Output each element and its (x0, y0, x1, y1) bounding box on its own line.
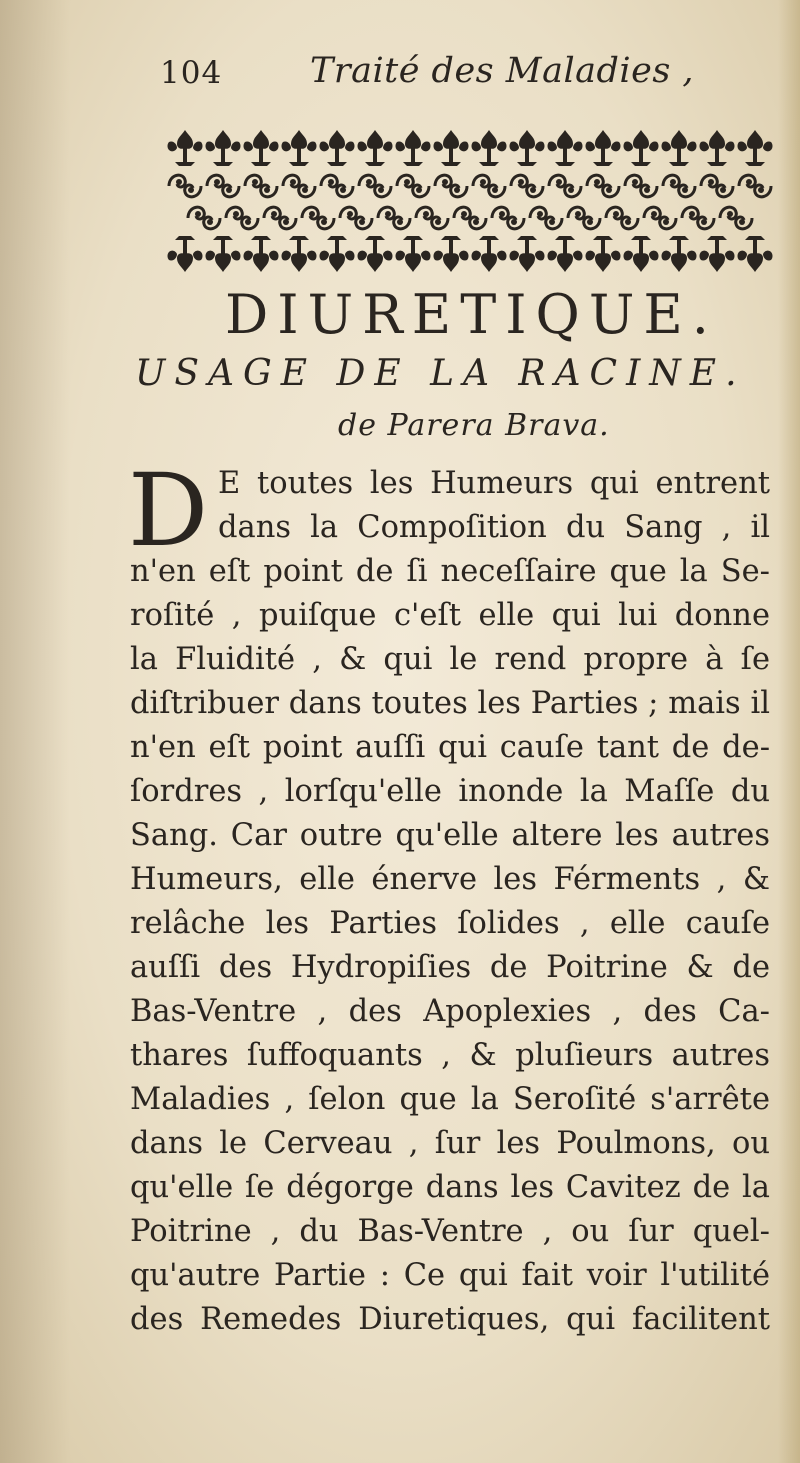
page-number: 104 (160, 55, 223, 91)
text-line: ſordres , lorſqu'elle inonde la Maſſe du (130, 774, 770, 809)
gutter-shadow (0, 0, 70, 1463)
text-line: auſſi des Hydropiſies de Poitrine & de (130, 950, 770, 985)
text-line: la Fluidité , & qui le rend propre à ſe (130, 642, 770, 677)
text-line: thares ſuffoquants , & pluſieurs autres (130, 1038, 770, 1073)
text-line: qu'elle ſe dégorge dans les Cavitez de la (130, 1170, 770, 1205)
text-line: n'en eſt point de ſi neceſſaire que la Se- (130, 554, 770, 589)
text-line: Sang. Car outre qu'elle altere les autres (130, 818, 770, 853)
text-line: Bas-Ventre , des Apoplexies , des Ca- (130, 994, 770, 1029)
section-title: DIURETIQUE. (225, 283, 718, 346)
section-subtitle: USAGE DE LA RACINE. (135, 353, 746, 394)
drop-cap: D (128, 452, 209, 569)
text-line: dans le Cerveau , ſur les Poulmons, ou (130, 1126, 770, 1161)
running-head: Traité des Maladies , (310, 51, 695, 91)
page-header (160, 51, 720, 105)
text-line: Humeurs, elle énerve les Férments , & (130, 862, 770, 897)
fleuron-band-icon (165, 128, 775, 276)
text-line: diſtribuer dans toutes les Parties ; mais il (130, 686, 770, 721)
text-line: Poitrine , du Bas-Ventre , ou ſur quel- (130, 1214, 770, 1249)
text-line: roſité , puiſque c'eſt elle qui lui donne (130, 598, 770, 633)
text-line: relâche les Parties ſolides , elle cauſe (130, 906, 770, 941)
page-edge (778, 0, 800, 1463)
text-line: des Remedes Diuretiques, qui facilitent (130, 1302, 770, 1337)
section-subtitle-secondary: de Parera Brava. (338, 408, 610, 443)
text-line: dans la Compoſition du Sang , il (218, 510, 770, 545)
text-line: E toutes les Humeurs qui entrent (218, 466, 770, 501)
text-line: n'en eſt point auſſi qui cauſe tant de de- (130, 730, 770, 765)
text-line: qu'autre Partie : Ce qui fait voir l'utilité (130, 1258, 770, 1293)
body-paragraph (128, 452, 770, 1342)
text-line: Maladies , ſelon que la Seroſité s'arrête (130, 1082, 770, 1117)
